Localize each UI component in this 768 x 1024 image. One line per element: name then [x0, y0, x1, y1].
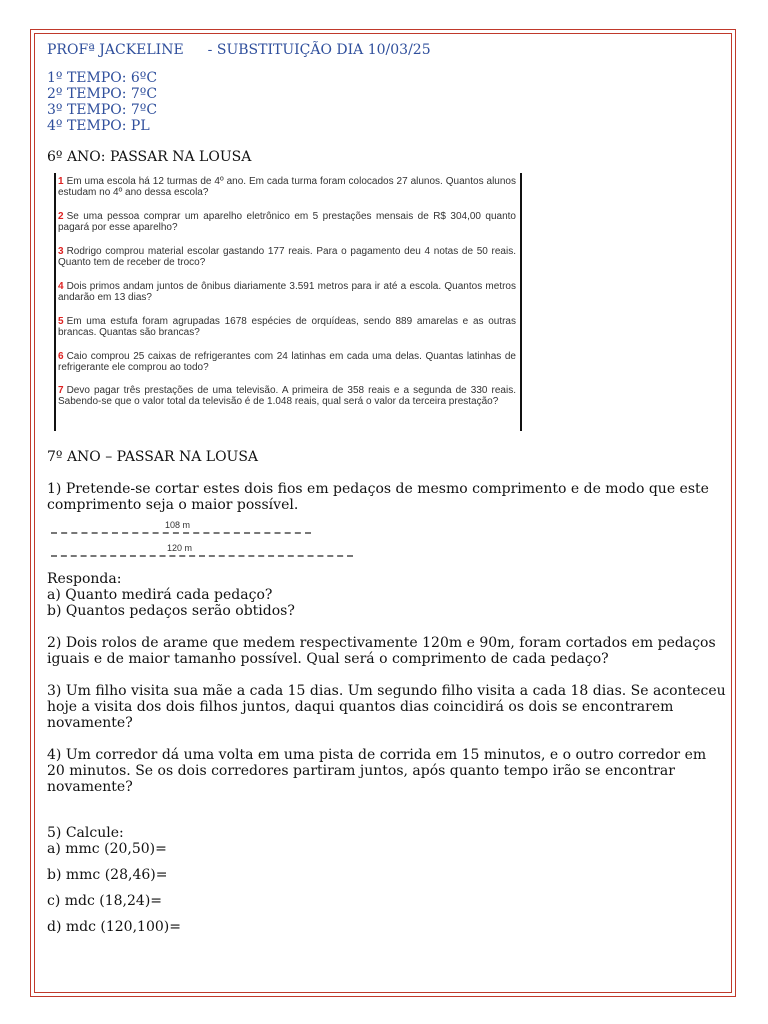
problem-item: 6 Caio comprou 25 caixas de refrigerantes com 24 latinhas em cada uma delas. Quantas latinhas de refrigerante ele comprou ao todo? [58, 351, 516, 373]
problem-item: 7 Devo pagar três prestações de uma televisão. A primeira de 358 reais e a segunda de 330 reais. Sabendo-se que o valor total da televisão é de 1.048 reais, qual será o valor da terceira prestação? [58, 385, 516, 407]
document-content [47, 42, 731, 935]
problem-item: 4 Dois primos andam juntos de ônibus diariamente 3.591 metros para ir até a escola. Quantos metros andarão em 13 dias? [58, 281, 516, 303]
question-1b: b) Quantos pedaços serão obtidos? [47, 603, 295, 619]
question-3: 3) Um filho visita sua mãe a cada 15 dias. Um segundo filho visita a cada 18 dias. Se aconteceu hoje a visita dos dois filhos juntos, daqui quantos dias coincidirá os dois se encontrarem novamente? [47, 683, 731, 731]
schedule-item: 4º TEMPO: PL [47, 118, 150, 134]
teacher-name: PROFª JACKELINE [47, 42, 184, 58]
wire-1 [51, 532, 311, 534]
problems-image [54, 173, 522, 431]
question-5d: d) mdc (120,100)= [47, 919, 181, 935]
question-1: 1) Pretende-se cortar estes dois fios em pedaços de mesmo comprimento e de modo que este comprimento seja o maior possível. [47, 481, 714, 513]
seventh-grade-title: 7º ANO – PASSAR NA LOUSA [47, 449, 259, 465]
question-5a: a) mmc (20,50)= [47, 841, 167, 857]
question-4: 4) Um corredor dá uma volta em uma pista de corrida em 15 minutos, e o outro corredor em 20 minutos. Se os dois corredores partiram juntos, após quanto tempo irão se encontrar novamente? [47, 747, 711, 795]
wire-label-2: 120 m [167, 543, 193, 553]
image-right-bar [520, 173, 522, 431]
problem-item: 1 Em uma escola há 12 turmas de 4º ano. Em cada turma foram colocados 27 alunos. Quantos alunos estudam no 4º ano dessa escola? [58, 176, 516, 198]
schedule-item: 1º TEMPO: 6ºC [47, 70, 158, 86]
problem-item: 5 Em uma estufa foram agrupadas 1678 espécies de orquídeas, sendo 889 amarelas e as outras brancas. Quantas são brancas? [58, 316, 516, 338]
image-left-bar [54, 173, 56, 431]
substitution-date: - SUBSTITUIÇÃO DIA 10/03/25 [207, 42, 431, 58]
question-2: 2) Dois rolos de arame que medem respectivamente 120m e 90m, foram cortados em pedaços iguais e de maior tamanho possível. Qual será o comprimento de cada pedaço? [47, 635, 721, 667]
question-1a: a) Quanto medirá cada pedaço? [47, 587, 273, 603]
sixth-grade-title: 6º ANO: PASSAR NA LOUSA [47, 149, 252, 165]
schedule-item: 2º TEMPO: 7ºC [47, 86, 158, 102]
question-5b: b) mmc (28,46)= [47, 867, 168, 883]
wire-label-1: 108 m [165, 520, 191, 530]
question-5c: c) mdc (18,24)= [47, 893, 163, 909]
schedule-item: 3º TEMPO: 7ºC [47, 102, 158, 118]
problem-item: 2 Se uma pessoa comprar um aparelho eletrônico em 5 prestações mensais de R$ 304,00 quanto pagará por esse aparelho? [58, 211, 516, 233]
wires-figure [49, 517, 359, 567]
question-5: 5) Calcule: [47, 825, 124, 841]
problem-item: 3 Rodrigo comprou material escolar gastando 177 reais. Para o pagamento deu 4 notas de 50 reais. Quanto tem de receber de troco? [58, 246, 516, 268]
header [47, 42, 727, 58]
schedule-list [47, 70, 727, 134]
respond-label: Responda: [47, 571, 122, 587]
wire-2 [51, 555, 353, 557]
